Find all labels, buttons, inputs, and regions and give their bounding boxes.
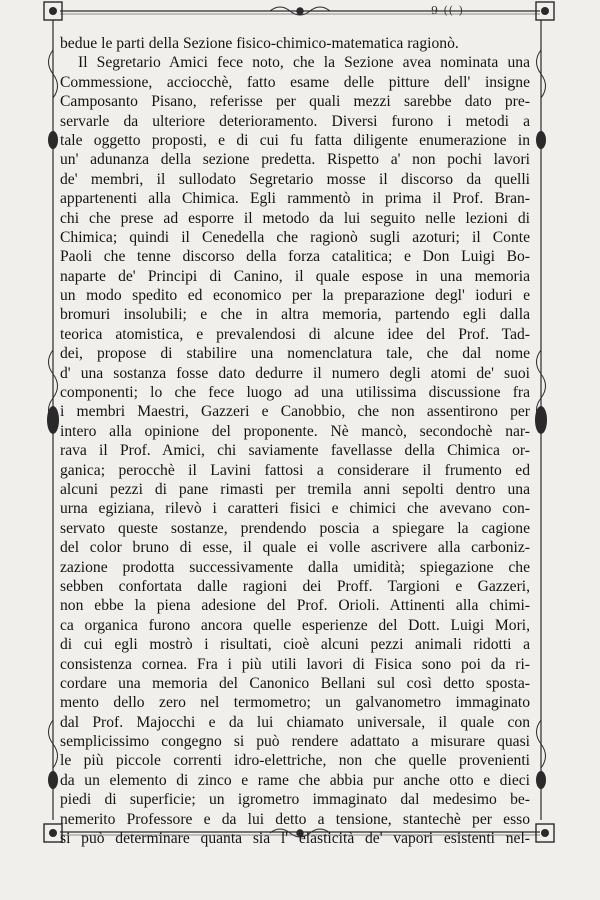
text-line: sebben confortata dalle ragioni dei Proff. Targioni e Gazzeri, xyxy=(60,577,530,595)
text-line: mento dello zero nel termometro; un galvanometro immaginato xyxy=(60,694,530,712)
text-line: dal Prof. Majocchi e da lui chiamato universale, il quale con xyxy=(60,713,530,731)
text-line: piedi di superficie; un igrometro immaginato dal medesimo be- xyxy=(60,791,530,809)
page-number: 9 (( ) xyxy=(431,4,464,17)
text-line: un' adunanza della sezione predetta. Rispetto a' non pochi lavori xyxy=(60,151,530,169)
text-line: non ebbe la piena adesione del Prof. Orioli. Attinenti alla chimi- xyxy=(60,597,530,615)
text-line: i membri Maestri, Gazzeri e Canobbio, che non assentirono per xyxy=(60,403,530,421)
text-line: consistenza cornea. Fra i più utili lavori di Fisica sono poi da ri- xyxy=(60,655,530,673)
text-line: Paoli che tenne discorso della forza catalitica; e Don Luigi Bo- xyxy=(60,248,530,266)
text-line: ganica; perocchè il Lavini fattosi a considerare il frumento ed xyxy=(60,461,530,479)
top-border-ornament xyxy=(40,0,560,22)
text-line: tale oggetto proposti, e di cui fu fatta diligente enumerazione in xyxy=(60,131,530,149)
text-line: le più piccole correnti idro-elettriche, non che quelle provenienti xyxy=(60,752,530,770)
text-line: teorica atomistica, e prevalendosi di alcune idee del Prof. Tad- xyxy=(60,325,530,343)
text-line: cordare una memoria del Canonico Bellani sul così detto sposta- xyxy=(60,674,530,692)
text-line: bromuri insolubili; e che in altra memoria, partendo egli dalla xyxy=(60,306,530,324)
text-line: da un elemento di zinco e rame che abbia pur anche otto e dieci xyxy=(60,771,530,789)
text-line: dei, propose di stabilire una nomenclatura tale, che dal nome xyxy=(60,345,530,363)
text-line: componenti; lo che fece luogo ad una utilissima discussione fra xyxy=(60,384,530,402)
text-line: Commessione, acciocchè, fatto esame delle pitture dell' insigne xyxy=(60,73,530,91)
text-line: appartenenti alla Chimica. Egli rammentò in prima il Prof. Bran- xyxy=(60,190,530,208)
text-line: semplicissimo congegno si può rendere adattato a misurare quasi xyxy=(60,733,530,751)
text-line: un modo spedito ed economico per la preparazione degl' ioduri e xyxy=(60,287,530,305)
text-line: naparte de' Principi di Canino, il quale espose in una memoria xyxy=(60,267,530,285)
right-border-ornament xyxy=(530,20,552,820)
text-line: rava il Prof. Amici, chi saviamente favellasse della Chimica or- xyxy=(60,442,530,460)
text-line: de' membri, il sullodato Segretario mosse il discorso da quelli xyxy=(60,170,530,188)
text-line: d' una sostanza fosse dato dedurre il numero degli atomi de' suoi xyxy=(60,364,530,382)
text-line: Chimica; quindi il Cenedella che ragionò sugli azoturi; il Conte xyxy=(60,228,530,246)
text-line: intero alla opinione del proponente. Nè mancò, secondochè nar- xyxy=(60,422,530,440)
text-line: alcuni pezzi di pane rimasti per tremila anni sepolti dentro una xyxy=(60,480,530,498)
text-line: bedue le parti della Sezione fisico-chimico-matematica ragionò. xyxy=(60,35,459,52)
text-line: si può determinare quanta sia l' elasticità de' vapori esistenti nel- xyxy=(60,830,530,848)
text-line: di cui egli mostrò i risultati, cioè alcuni pezzi animali ridotti a xyxy=(60,636,530,654)
text-line: del color bruno di esse, il quale ei volle ascrivere alla carboniz- xyxy=(60,539,530,557)
text-line: nemerito Professore e da lui detto a tensione, stantechè per esso xyxy=(60,810,530,828)
text-line: servato queste sostanze, prendendo poscia a spiegare la cagione xyxy=(60,519,530,537)
text-line: zazione prodotta successivamente dalla umidità; spiegazione che xyxy=(60,558,530,576)
text-line: urna egiziana, rilevò i caratteri fisici e chimici che avevano con- xyxy=(60,500,530,518)
text-line: Il Segretario Amici fece noto, che la Sezione avea nominata una xyxy=(78,54,530,72)
text-line: ca organica furono ancora quelle esperienze del Dott. Luigi Mori, xyxy=(60,616,530,634)
text-line: chi che prese ad esporre il metodo da lui seguito nelle lezioni di xyxy=(60,209,530,227)
body-text xyxy=(60,34,530,848)
text-line: servarle da ulteriore deterioramento. Diversi furono i metodi a xyxy=(60,112,530,130)
text-line: Camposanto Pisano, referisse per quali mezzi sarebbe dato pre- xyxy=(60,93,530,111)
